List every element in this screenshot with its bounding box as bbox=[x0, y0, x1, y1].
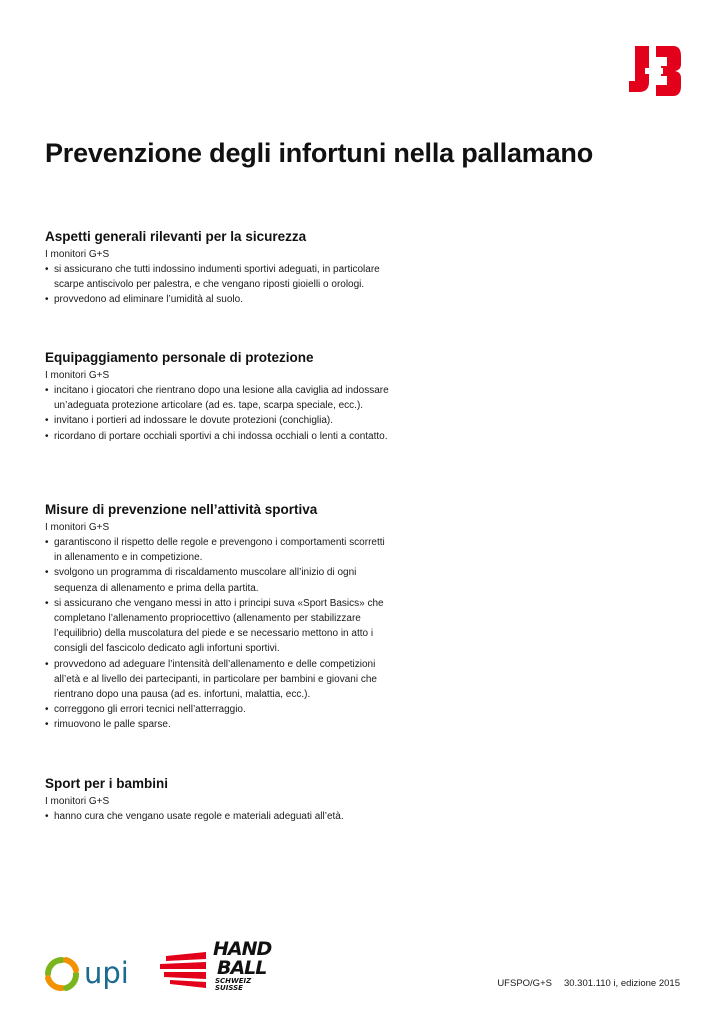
list-item: • hanno cura che vengano usate regole e materiali adeguati all’età. bbox=[45, 811, 344, 822]
section-intro: I monitori G+S bbox=[45, 796, 110, 807]
section-intro: I monitori G+S bbox=[45, 522, 110, 533]
list-item: • ricordano di portare occhiali sportivi a chi indossa occhiali o lenti a contatto. bbox=[45, 430, 388, 442]
list-item: • provvedono ad eliminare l’umidità al suolo. bbox=[45, 294, 243, 306]
handball-stripes-icon bbox=[160, 952, 208, 988]
section-heading: Sport per i bambini bbox=[45, 776, 169, 791]
handball-word-hand: HAND bbox=[213, 938, 272, 960]
section-heading: Misure di prevenzione nell’attività sportiva bbox=[45, 502, 318, 517]
section-heading: Equipaggiamento personale di protezione bbox=[45, 350, 314, 365]
handball-word-suisse: SUISSE bbox=[215, 984, 243, 992]
handball-word-ball: BALL bbox=[217, 957, 267, 979]
list-item: • rimuovono le palle sparse. bbox=[45, 719, 171, 731]
handball-schweiz-logo bbox=[160, 940, 270, 992]
section-intro: I monitori G+S bbox=[45, 370, 110, 381]
list-item: • correggono gli errori tecnici nell’atterraggio. bbox=[45, 704, 246, 716]
section-intro: I monitori G+S bbox=[45, 249, 110, 260]
list-item: • provvedono ad adeguare l’intensità dell’allenamento e delle competizioni all’età e al livello dei partecipanti, in particolare per bambini e giovani che rientrano dopo una pausa (ad es. infortuni, malattia, ecc.). bbox=[45, 658, 377, 701]
section-heading: Aspetti generali rilevanti per la sicurezza bbox=[45, 229, 307, 244]
page-title: Prevenzione degli infortuni nella pallamano bbox=[45, 138, 593, 168]
upi-wordmark: upi bbox=[84, 956, 129, 990]
footer-doc-number: 30.301.110 i, edizione 2015 bbox=[563, 978, 680, 989]
list-item: • garantiscono il rispetto delle regole e prevengono i comportamenti scorretti in allenamento e in competizione. bbox=[45, 537, 385, 564]
upi-logo bbox=[44, 954, 134, 994]
footer-reference bbox=[497, 978, 680, 989]
js-logo-icon bbox=[629, 46, 681, 96]
list-item: • si assicurano che tutti indossino indumenti sportivi adeguati, in particolare scarpe antiscivolo per palestra, e che vengano riposti gioielli o orologi. bbox=[45, 264, 380, 291]
upi-swirl-icon bbox=[44, 956, 80, 992]
list-item: • si assicurano che vengano messi in atto i principi suva «Sport Basics» che completano l’allenamento propriocettivo (allenamento per stabilizzare l’equilibrio) della muscolatura del piede e se necessario mettono in atto i consigli del fascicolo dedicato agli infortuni sportivi. bbox=[45, 597, 384, 655]
section-safety-general bbox=[45, 229, 390, 308]
list-item: • incitano i giocatori che rientrano dopo una lesione alla caviglia ad indossare un’adeguata protezione articolare (ad es. tape, scarpa speciale, ecc.). bbox=[45, 385, 389, 412]
handball-word-schweiz: SCHWEIZ bbox=[215, 977, 252, 985]
section-prevention-measures bbox=[45, 502, 390, 733]
list-item: • invitano i portieri ad indossare le dovute protezioni (conchiglia). bbox=[45, 415, 334, 427]
section-protective-equipment bbox=[45, 350, 390, 444]
section-kids-sport bbox=[45, 776, 390, 824]
list-item: • svolgono un programma di riscaldamento muscolare all’inizio di ogni sequenza di allenamento e prima della partita. bbox=[45, 567, 357, 594]
footer-publisher: UFSPO/G+S bbox=[497, 978, 552, 989]
